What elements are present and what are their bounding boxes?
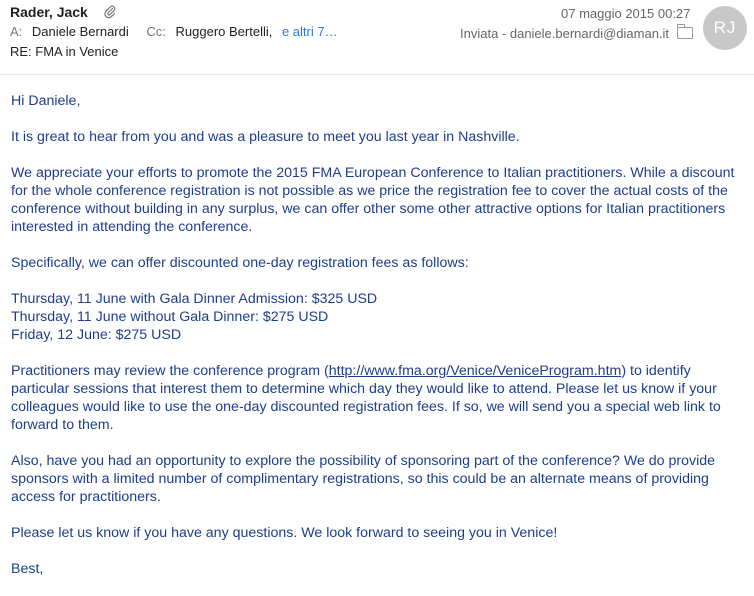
to-label: A: xyxy=(10,24,23,39)
sent-via-text: Inviata - daniele.bernardi@diaman.it xyxy=(460,26,670,41)
cc-recipient[interactable]: Ruggero Bertelli, xyxy=(175,24,273,39)
sender-name[interactable]: Rader, Jack xyxy=(10,4,88,20)
fee-list xyxy=(11,290,746,344)
sent-account xyxy=(460,26,693,41)
paperclip-icon[interactable] xyxy=(104,5,116,19)
fee-item: Thursday, 11 June with Gala Dinner Admission: $325 USD xyxy=(11,291,378,307)
paragraph-1: It is great to hear from you and was a pleasure to meet you last year in Nashville. xyxy=(11,129,520,145)
paragraph-4 xyxy=(11,362,746,434)
avatar[interactable]: RJ xyxy=(703,6,747,50)
paragraph-4-end: ) to identify particular sessions that interest them to determine which day they would like to attend. Please let us know if your colleagues would like to use the one-day discounted registration fees. If so, we will send you a special web link to forward to them. xyxy=(11,363,721,433)
header-divider xyxy=(0,74,754,75)
cc-label: Cc: xyxy=(146,24,166,39)
program-link[interactable]: http://www.fma.org/Venice/VeniceProgram.htm xyxy=(328,363,622,379)
message-header xyxy=(0,0,754,74)
paragraph-3: Specifically, we can offer discounted one-day registration fees as follows: xyxy=(11,255,469,271)
message-body xyxy=(11,92,746,596)
greeting: Hi Daniele, xyxy=(11,93,81,109)
fee-item: Thursday, 11 June without Gala Dinner: $275 USD xyxy=(11,309,329,325)
paragraph-2: We appreciate your efforts to promote the 2015 FMA European Conference to Italian practitioners. While a discount for the whole conference registration is not possible as we price the registration fee to cover the actual costs of the conference without building in any surplus, we can offer other some other attractive options for Italian practitioners interested in attending the conference. xyxy=(11,165,735,235)
closing: Best, xyxy=(11,561,44,577)
paragraph-5: Also, have you had an opportunity to explore the possibility of sponsoring part of the conference? We do provide sponsors with a limited number of complimentary registrations, so this could be an alternate means of providing access for practitioners. xyxy=(11,453,716,505)
paragraph-4-start: Practitioners may review the conference program ( xyxy=(11,363,329,379)
paragraph-6: Please let us know if you have any questions. We look forward to seeing you in Venice! xyxy=(11,525,558,541)
recipients-line xyxy=(10,24,338,39)
to-recipient[interactable]: Daniele Bernardi xyxy=(31,24,129,39)
message-subject: RE: FMA in Venice xyxy=(10,44,119,59)
more-recipients-link[interactable]: e altri 7… xyxy=(281,24,338,39)
message-date: 07 maggio 2015 00:27 xyxy=(561,6,691,21)
folder-icon[interactable] xyxy=(677,27,693,39)
fee-item: Friday, 12 June: $275 USD xyxy=(11,327,182,343)
